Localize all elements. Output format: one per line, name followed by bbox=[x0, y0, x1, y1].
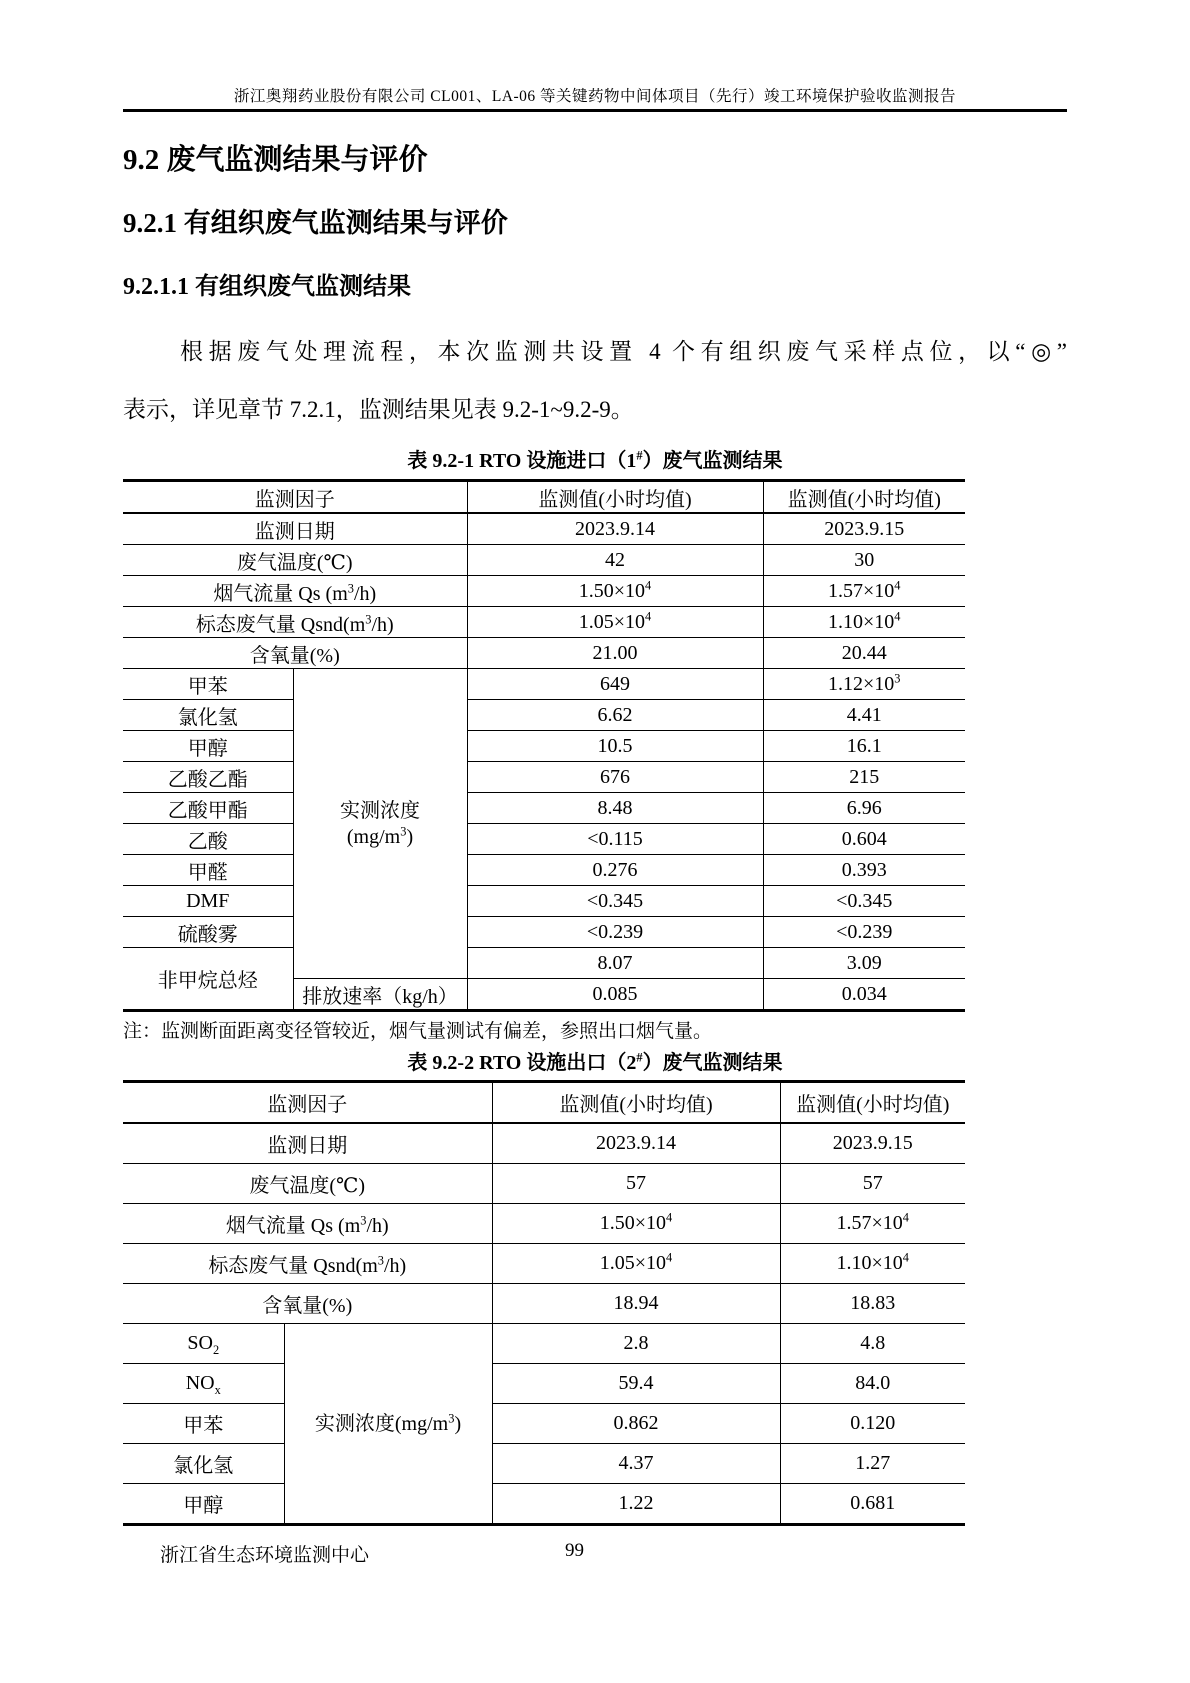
table-row bbox=[123, 1244, 965, 1284]
factor-label-cell: 含氧量(%) bbox=[123, 638, 467, 669]
pollutant-name-cell: DMF bbox=[123, 886, 293, 917]
value-cell: 57 bbox=[780, 1164, 965, 1204]
header-rule bbox=[123, 109, 1067, 112]
pollutant-name-cell: 非甲烷总烃 bbox=[123, 948, 293, 1011]
table-row bbox=[123, 481, 965, 514]
value-cell: 18.83 bbox=[780, 1284, 965, 1324]
column-header-factor: 监测因子 bbox=[123, 1082, 492, 1124]
section-heading-9-2-1: 9.2.1 有组织废气监测结果与评价 bbox=[123, 208, 508, 238]
factor-label-cell: 含氧量(%) bbox=[123, 1284, 492, 1324]
section-heading-9-2-1-1: 9.2.1.1 有组织废气监测结果 bbox=[123, 274, 411, 300]
value-cell: 21.00 bbox=[467, 638, 763, 669]
value-cell: 42 bbox=[467, 545, 763, 576]
table-row bbox=[123, 762, 965, 793]
factor-label-cell: 废气温度(℃) bbox=[123, 545, 467, 576]
value-cell: 2.8 bbox=[492, 1324, 780, 1364]
emission-rate-label-cell: 排放速率（kg/h） bbox=[293, 979, 467, 1011]
pollutant-name-cell: 甲醇 bbox=[123, 731, 293, 762]
table-row bbox=[123, 824, 965, 855]
section-heading-9-2: 9.2 废气监测结果与评价 bbox=[123, 144, 428, 176]
table-row bbox=[123, 1123, 965, 1164]
factor-label-cell: 监测日期 bbox=[123, 513, 467, 545]
table-row bbox=[123, 1444, 965, 1484]
value-cell: 676 bbox=[467, 762, 763, 793]
table-row bbox=[123, 669, 965, 700]
value-cell: 1.22 bbox=[492, 1484, 780, 1525]
value-cell: 0.276 bbox=[467, 855, 763, 886]
value-cell: 0.393 bbox=[763, 855, 965, 886]
value-cell: 0.034 bbox=[763, 979, 965, 1011]
table-row bbox=[123, 1082, 965, 1124]
table-row bbox=[123, 1164, 965, 1204]
pollutant-name-cell: 甲醇 bbox=[123, 1484, 284, 1525]
conc-label-line2: $(mg/m^3)$ bbox=[346, 823, 414, 848]
value-cell: 215 bbox=[763, 762, 965, 793]
value-cell: <0.239 bbox=[763, 917, 965, 948]
value-cell: <0.239 bbox=[467, 917, 763, 948]
table-row bbox=[123, 731, 965, 762]
table-row bbox=[123, 607, 965, 638]
table-row bbox=[123, 793, 965, 824]
pollutant-name-cell: 乙酸乙酯 bbox=[123, 762, 293, 793]
factor-label-cell: 烟气流量 Qs $(m^3/h)$ bbox=[123, 576, 467, 607]
table-row bbox=[123, 1484, 965, 1525]
value-cell: 2023.9.14 bbox=[492, 1123, 780, 1164]
pollutant-name-cell: 乙酸 bbox=[123, 824, 293, 855]
table-row bbox=[123, 1204, 965, 1244]
factor-label-cell: 烟气流量 Qs $(m^3/h)$ bbox=[123, 1204, 492, 1244]
value-cell: 84.0 bbox=[780, 1364, 965, 1404]
pollutant-name-cell: $NO_x$ bbox=[123, 1364, 284, 1404]
value-cell: 0.862 bbox=[492, 1404, 780, 1444]
value-cell: $1.57\times 10^4$ bbox=[780, 1204, 965, 1244]
value-cell: 649 bbox=[467, 669, 763, 700]
column-header-value2: 监测值(小时均值) bbox=[763, 481, 965, 514]
value-cell: 0.085 bbox=[467, 979, 763, 1011]
value-cell: $1.50\times 10^4$ bbox=[467, 576, 763, 607]
factor-label-cell: 标态废气量 $Qsnd(m^3/h)$ bbox=[123, 607, 467, 638]
value-cell: $1.05\times 10^4$ bbox=[467, 607, 763, 638]
table1-caption: 表 9.2-1 RTO 设施进口（1#）废气监测结果 bbox=[407, 448, 783, 472]
value-cell: $1.57\times 10^4$ bbox=[763, 576, 965, 607]
value-cell: 4.41 bbox=[763, 700, 965, 731]
conc-label-line1: 实测浓度 bbox=[340, 799, 420, 822]
value-cell: 2023.9.14 bbox=[467, 513, 763, 545]
pollutant-name-cell: 氯化氢 bbox=[123, 1444, 284, 1484]
table-row bbox=[123, 1284, 965, 1324]
value-cell: 8.48 bbox=[467, 793, 763, 824]
value-cell: 16.1 bbox=[763, 731, 965, 762]
table2-caption: 表 9.2-2 RTO 设施出口（2#）废气监测结果 bbox=[407, 1050, 783, 1074]
value-cell: 2023.9.15 bbox=[780, 1123, 965, 1164]
pollutant-name-cell: 乙酸甲酯 bbox=[123, 793, 293, 824]
factor-label-cell: 废气温度(℃) bbox=[123, 1164, 492, 1204]
table-row bbox=[123, 886, 965, 917]
table-row bbox=[123, 855, 965, 886]
table-row bbox=[123, 948, 965, 979]
value-cell: 20.44 bbox=[763, 638, 965, 669]
factor-label-cell: 监测日期 bbox=[123, 1123, 492, 1164]
value-cell: 6.96 bbox=[763, 793, 965, 824]
table-row bbox=[123, 917, 965, 948]
value-cell: 4.8 bbox=[780, 1324, 965, 1364]
value-cell: $1.05\times 10^4$ bbox=[492, 1244, 780, 1284]
column-header-value1: 监测值(小时均值) bbox=[492, 1082, 780, 1124]
value-cell: 0.120 bbox=[780, 1404, 965, 1444]
value-cell: $1.12\times 10^3$ bbox=[763, 669, 965, 700]
intro-paragraph-line-1: 根据废气处理流程，本次监测共设置 4 个有组织废气采样点位，以“◎” bbox=[180, 339, 1067, 364]
table-row bbox=[123, 1324, 965, 1364]
footer-organization: 浙江省生态环境监测中心 bbox=[160, 1545, 370, 1566]
table-row bbox=[123, 1364, 965, 1404]
value-cell: 4.37 bbox=[492, 1444, 780, 1484]
column-header-value1: 监测值(小时均值) bbox=[467, 481, 763, 514]
table-row bbox=[123, 700, 965, 731]
pollutant-name-cell: 甲苯 bbox=[123, 669, 293, 700]
value-cell: 8.07 bbox=[467, 948, 763, 979]
value-cell: 0.604 bbox=[763, 824, 965, 855]
value-cell: <0.345 bbox=[763, 886, 965, 917]
value-cell: $1.10\times 10^4$ bbox=[780, 1244, 965, 1284]
value-cell: 59.4 bbox=[492, 1364, 780, 1404]
report-header-title: 浙江奥翔药业股份有限公司 CL001、LA-06 等关键药物中间体项目（先行）竣工环境保护验收监测报告 bbox=[233, 88, 957, 105]
table-row bbox=[123, 545, 965, 576]
column-header-value2: 监测值(小时均值) bbox=[780, 1082, 965, 1124]
pollutant-name-cell: 氯化氢 bbox=[123, 700, 293, 731]
rto-inlet-monitoring-table bbox=[123, 479, 965, 1012]
pollutant-name-cell: $SO_2$ bbox=[123, 1324, 284, 1364]
value-cell: $1.10\times 10^4$ bbox=[763, 607, 965, 638]
factor-label-cell: 标态废气量 $Qsnd(m^3/h)$ bbox=[123, 1244, 492, 1284]
value-cell: 0.681 bbox=[780, 1484, 965, 1525]
value-cell: <0.115 bbox=[467, 824, 763, 855]
pollutant-name-cell: 硫酸雾 bbox=[123, 917, 293, 948]
measured-concentration-label-cell: 实测浓度$(mg/m^3)$ bbox=[284, 1324, 492, 1525]
value-cell: <0.345 bbox=[467, 886, 763, 917]
table-row bbox=[123, 576, 965, 607]
value-cell: 18.94 bbox=[492, 1284, 780, 1324]
value-cell: 6.62 bbox=[467, 700, 763, 731]
column-header-factor: 监测因子 bbox=[123, 481, 467, 514]
pollutant-name-cell: 甲醛 bbox=[123, 855, 293, 886]
value-cell: $1.50\times 10^4$ bbox=[492, 1204, 780, 1244]
rto-outlet-monitoring-table bbox=[123, 1080, 965, 1526]
table-row bbox=[123, 1404, 965, 1444]
measured-concentration-label-cell bbox=[293, 669, 467, 979]
table-row bbox=[123, 638, 965, 669]
value-cell: 30 bbox=[763, 545, 965, 576]
value-cell: 3.09 bbox=[763, 948, 965, 979]
table1-note: 注：监测断面距离变径管较近，烟气量测试有偏差，参照出口烟气量。 bbox=[123, 1021, 713, 1042]
pollutant-name-cell: 甲苯 bbox=[123, 1404, 284, 1444]
intro-paragraph-line-2: 表示，详见章节 7.2.1，监测结果见表 9.2-1~9.2-9。 bbox=[123, 397, 634, 422]
table-row bbox=[123, 513, 965, 545]
footer-page-number: 99 bbox=[565, 1540, 584, 1561]
value-cell: 10.5 bbox=[467, 731, 763, 762]
value-cell: 1.27 bbox=[780, 1444, 965, 1484]
value-cell: 57 bbox=[492, 1164, 780, 1204]
value-cell: 2023.9.15 bbox=[763, 513, 965, 545]
